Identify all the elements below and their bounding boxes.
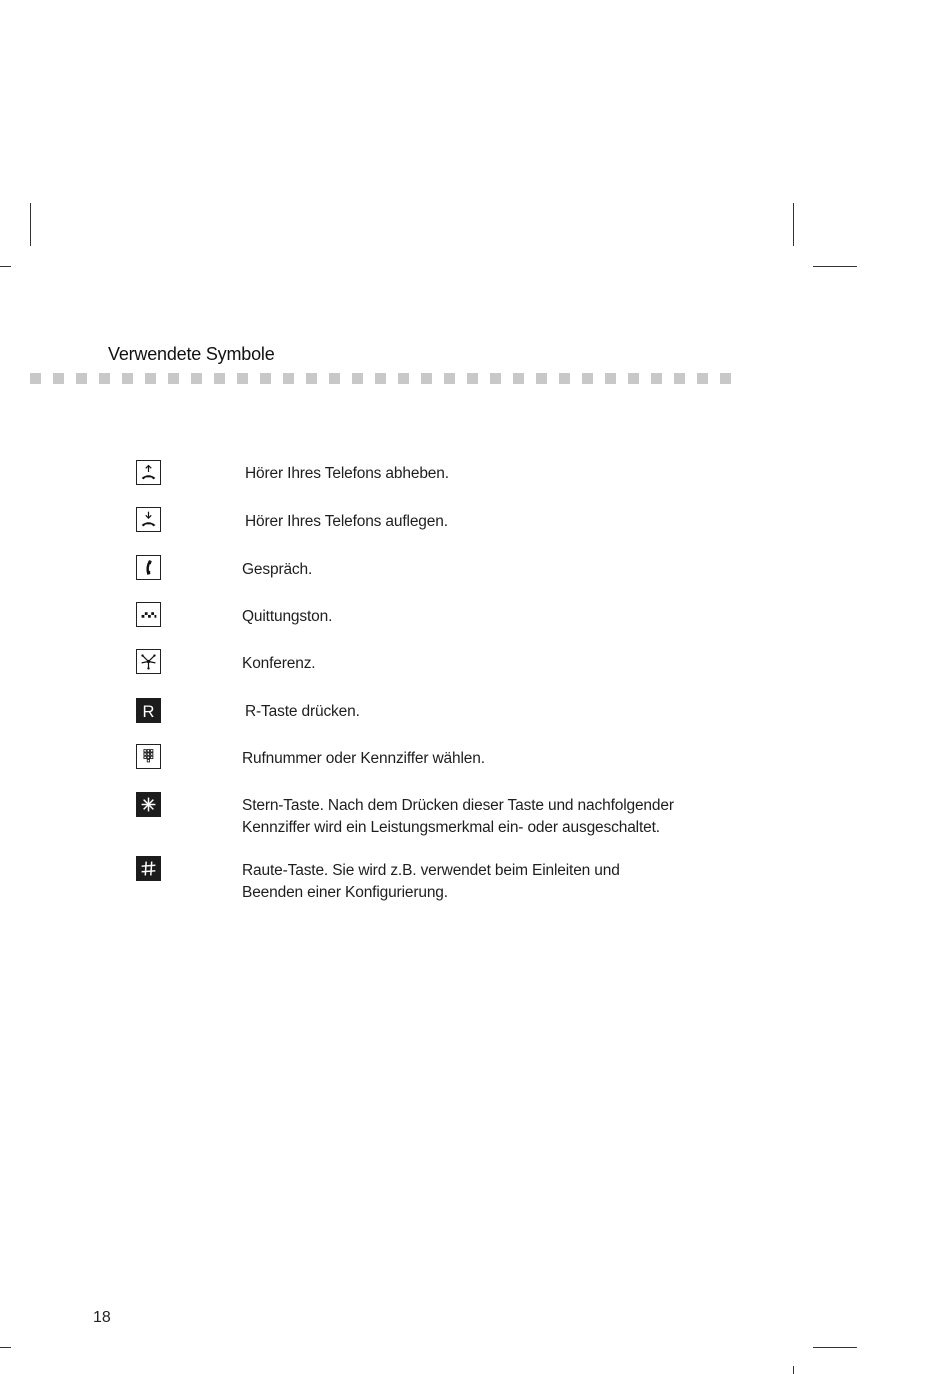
keypad-key: [147, 753, 149, 755]
rule-square: [582, 373, 593, 384]
rule-square: [191, 373, 202, 384]
rule-square: [720, 373, 731, 384]
rule-square: [260, 373, 271, 384]
crop-mark-right-lower: [813, 1347, 857, 1348]
hash-key-icon: [136, 856, 161, 881]
rule-square: [237, 373, 248, 384]
heading-dotted-rule: [30, 373, 731, 384]
symbol-description: Hörer Ihres Telefons abheben.: [245, 465, 449, 482]
symbol-description: Gespräch.: [242, 561, 313, 578]
rule-square: [145, 373, 156, 384]
conference-icon: [136, 649, 161, 674]
rule-square: [306, 373, 317, 384]
rule-square: [559, 373, 570, 384]
symbol-description: Quittungston.: [242, 608, 333, 625]
acknowledgement-tone-icon: [136, 602, 161, 627]
rule-square: [168, 373, 179, 384]
rule-square: [628, 373, 639, 384]
symbol-description: R-Taste drücken.: [245, 703, 360, 720]
crop-mark-right-upper: [813, 266, 857, 267]
rule-square: [651, 373, 662, 384]
call-handset-icon: [136, 555, 161, 580]
keypad-key: [147, 756, 149, 758]
keypad-key: [144, 756, 146, 758]
rule-square: [490, 373, 501, 384]
rule-square: [53, 373, 64, 384]
keypad-key: [151, 750, 153, 752]
symbol-description: Stern-Taste. Nach dem Drücken dieser Taste und nachfolgender Kennziffer wird ein Leistungsmerkmal ein- oder ausgeschaltet.: [242, 797, 674, 836]
keypad-key: [147, 750, 149, 752]
crop-mark-top-left: [30, 203, 31, 246]
rule-square: [421, 373, 432, 384]
handset-lift-icon: [136, 460, 161, 485]
rule-square: [329, 373, 340, 384]
crop-mark-left-upper: [0, 266, 11, 267]
keypad-key: [151, 756, 153, 758]
rule-square: [605, 373, 616, 384]
rule-square: [30, 373, 41, 384]
rule-square: [214, 373, 225, 384]
keypad-icon: [136, 744, 161, 769]
rule-square: [444, 373, 455, 384]
rule-square: [99, 373, 110, 384]
rule-square: [513, 373, 524, 384]
rule-square: [697, 373, 708, 384]
crop-mark-left-lower: [0, 1347, 11, 1348]
rule-square: [398, 373, 409, 384]
symbol-description: Rufnummer oder Kennziffer wählen.: [242, 750, 485, 767]
r-key-icon: [136, 698, 161, 723]
keypad-key: [147, 760, 149, 762]
rule-square: [375, 373, 386, 384]
star-key-icon: [136, 792, 161, 817]
rule-square: [76, 373, 87, 384]
rule-square: [122, 373, 133, 384]
rule-square: [352, 373, 363, 384]
symbol-description: Raute-Taste. Sie wird z.B. verwendet beim Einleiten und Beenden einer Konfigurierung.: [242, 862, 620, 901]
r-key-label: R: [142, 701, 155, 721]
section-title: Verwendete Symbole: [108, 344, 275, 364]
symbol-description: Hörer Ihres Telefons auflegen.: [245, 513, 448, 530]
rule-square: [536, 373, 547, 384]
keypad-key: [144, 753, 146, 755]
crop-mark-top-right: [793, 203, 794, 246]
rule-square: [467, 373, 478, 384]
page-number: 18: [93, 1309, 111, 1326]
handset-replace-icon: [136, 507, 161, 532]
crop-mark-bottom-right: [793, 1366, 794, 1374]
rule-square: [674, 373, 685, 384]
keypad-key: [144, 750, 146, 752]
symbol-description: Konferenz.: [242, 655, 316, 672]
keypad-key: [151, 753, 153, 755]
rule-square: [283, 373, 294, 384]
